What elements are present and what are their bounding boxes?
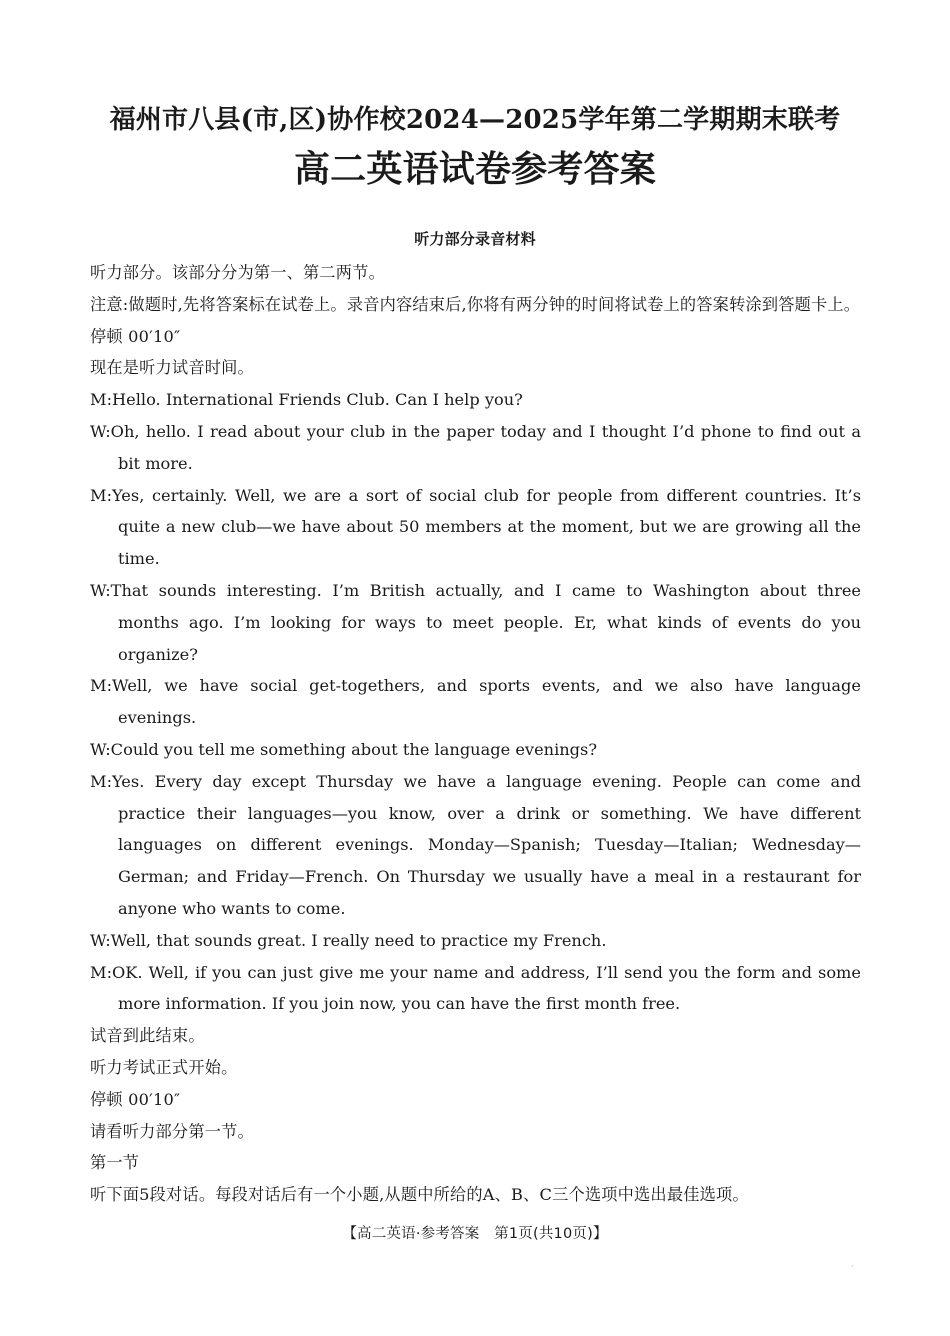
corner-mark: · <box>851 1262 854 1271</box>
dialogue-line: W:Could you tell me something about the language evenings? <box>90 739 598 759</box>
dialogue-line: M:Hello. International Friends Club. Can I help you? <box>90 390 523 410</box>
dialogue-line: M:Well, we have social get-togethers, and sports events, and we also have language evenings. <box>90 676 861 728</box>
page-footer: 【高二英语·参考答案 第1页(共10页)】 <box>342 1226 608 1242</box>
exam-title: 福州市八县(市,区)协作校2024—2025学年第二学期期末联考 <box>109 105 841 135</box>
dialogue-line: W:That sounds interesting. I’m British actually, and I came to Washington about three months ago. I’m looking for ways to meet people. Er, what kinds of events do you organize? <box>90 580 861 664</box>
text-line: 停顿 00′10″ <box>90 1089 181 1109</box>
text-line: 请看听力部分第一节。 <box>90 1121 254 1141</box>
text-line: 试音到此结束。 <box>90 1026 205 1046</box>
document-header <box>0 100 950 196</box>
text-line: 听下面5段对话。每段对话后有一个小题,从题中所给的A、B、C三个选项中选出最佳选项。 <box>90 1185 749 1205</box>
transcript-body <box>90 257 861 1211</box>
section-title: 听力部分录音材料 <box>414 230 536 248</box>
dialogue-line: M:OK. Well, if you can just give me your name and address, I’ll send you the form and some more information. If you join now, you can have the first month free. <box>90 962 861 1014</box>
text-line: 第一节 <box>90 1153 140 1173</box>
dialogue-line: W:Well, that sounds great. I really need to practice my French. <box>90 930 607 950</box>
dialogue-line: M:Yes, certainly. Well, we are a sort of social club for people from different countries. It’s quite a new club—we have about 50 members at the moment, but we are growing all the time. <box>90 485 861 569</box>
answer-key-title: 高二英语试卷参考答案 <box>293 148 656 190</box>
text-line: 听力考试正式开始。 <box>90 1057 238 1077</box>
text-line: 注意:做题时,先将答案标在试卷上。录音内容结束后,你将有两分钟的时间将试卷上的答案转涂到答题卡上。 <box>90 294 861 314</box>
dialogue-line: W:Oh, hello. I read about your club in the paper today and I thought I’d phone to find out a bit more. <box>90 421 861 473</box>
text-line: 停顿 00′10″ <box>90 326 181 346</box>
dialogue-line: M:Yes. Every day except Thursday we have a language evening. People can come and practice their languages—you know, over a drink or something. We have different languages on different evenings. Monday—Spanish; Tuesday—Italian; Wednesday—German; and Friday—French. On Thursday we usually have a meal in a restaurant for anyone who wants to come. <box>90 771 861 918</box>
text-line: 听力部分。该部分分为第一、第二两节。 <box>90 263 385 282</box>
text-line: 现在是听力试音时间。 <box>90 358 254 378</box>
